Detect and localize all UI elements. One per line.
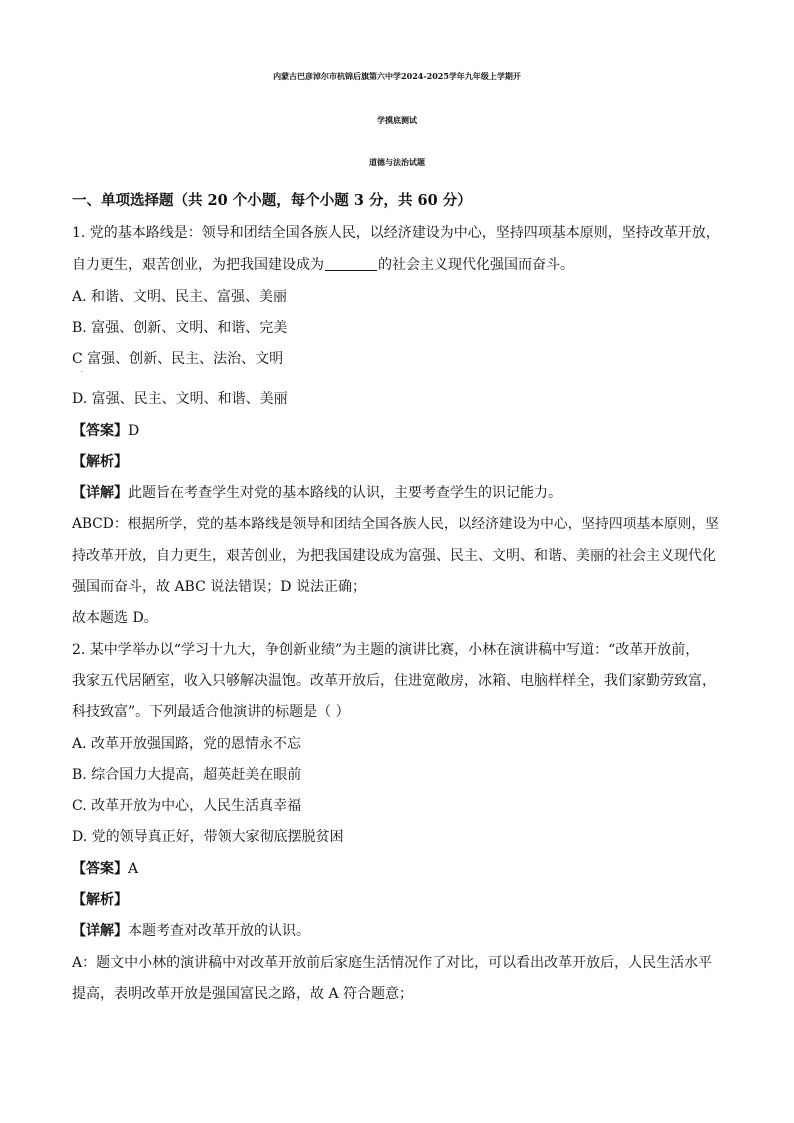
- page-title-line-2: 学摸底测试: [377, 115, 417, 125]
- q1-analysis-label: 【解析】: [72, 454, 128, 470]
- q1-stem-line-2-part-a: 自力更生，艰苦创业，为把我国建设成为: [72, 257, 324, 273]
- q2-stem-line-2: 我家五代居陋室，收入只够解决温饱。改革开放后，住进宽敞房，冰箱、电脑样样全，我们家勤劳致富，: [72, 673, 716, 689]
- q1-option-a: A. 和谐、文明、民主、富强、美丽: [72, 289, 288, 305]
- q2-detail-text: 本题考查对改革开放的认识。: [128, 923, 310, 939]
- section-heading: 一、单项选择题（共 20 个小题，每个小题 3 分，共 60 分）: [72, 192, 472, 209]
- q2-explain-line-1: A：题文中小林的演讲稿中对改革开放前后家庭生活情况作了对比，可以看出改革开放后，人民生活水平: [72, 955, 713, 971]
- q2-detail-label: 【详解】: [72, 923, 128, 939]
- stray-dot: ·: [81, 369, 83, 376]
- page-title-line-1: 内蒙古巴彦淖尔市杭锦后旗第六中学2024-2025学年九年级上学期开: [273, 71, 521, 81]
- q1-explain-line-3: 强国而奋斗，故 ABC 说法错误；D 说法正确；: [72, 579, 366, 595]
- q2-explain-line-2: 提高，表明改革开放是强国富民之路，故 A 符合题意；: [72, 986, 414, 1002]
- q1-option-b: B. 富强、创新、文明、和谐、完美: [72, 320, 288, 336]
- q1-stem-line-2: [72, 258, 574, 272]
- q2-detail: [72, 924, 310, 938]
- q1-detail-label: 【详解】: [72, 485, 128, 501]
- q1-conclusion: 故本题选 D。: [72, 610, 158, 626]
- q2-stem-line-3: 科技致富”。下列最适合他演讲的标题是（ ）: [72, 704, 350, 720]
- q2-option-a: A. 改革开放强国路，党的恩情永不忘: [72, 736, 302, 752]
- q2-option-b: B. 综合国力大提高，超英赶美在眼前: [72, 767, 302, 783]
- q2-answer: [72, 862, 138, 876]
- q1-detail-text: 此题旨在考查学生对党的基本路线的认识，主要考查学生的识记能力。: [128, 485, 562, 501]
- q2-option-c: C. 改革开放为中心，人民生活真幸福: [72, 798, 302, 814]
- q1-explain-line-1: ABCD：根据所学，党的基本路线是领导和团结全国各族人民，以经济建设为中心，坚持四项基本原则，坚: [72, 516, 719, 532]
- q2-analysis-label: 【解析】: [72, 892, 128, 908]
- q2-stem-line-1: 2. 某中学举办以“学习十九大，争创新业绩”为主题的演讲比赛，小林在演讲稿中写道：“改革开放前，: [72, 642, 700, 658]
- q1-answer-blank: [325, 258, 377, 271]
- q1-stem-line-2-part-b: 的社会主义现代化强国而奋斗。: [378, 257, 574, 273]
- q1-option-d: D. 富强、民主、文明、和谐、美丽: [72, 391, 288, 407]
- q1-answer: [72, 424, 139, 438]
- q1-explain-line-2: 持改革开放，自力更生，艰苦创业，为把我国建设成为富强、民主、文明、和谐、美丽的社会主义现代化: [72, 548, 716, 564]
- q1-stem-line-1: 1. 党的基本路线是：领导和团结全国各族人民，以经济建设为中心，坚持四项基本原则，坚持改革开放，: [72, 225, 720, 241]
- q1-answer-label: 【答案】: [72, 423, 128, 439]
- q2-answer-value: A: [128, 861, 139, 877]
- page-subtitle: 道德与法治试题: [369, 157, 425, 167]
- q2-option-d: D. 党的领导真正好，带领大家彻底摆脱贫困: [72, 829, 344, 845]
- q2-answer-label: 【答案】: [72, 861, 128, 877]
- q1-answer-value: D: [128, 423, 140, 439]
- q1-option-c: C 富强、创新、民主、法治、文明: [72, 351, 284, 367]
- q1-detail: [72, 486, 562, 500]
